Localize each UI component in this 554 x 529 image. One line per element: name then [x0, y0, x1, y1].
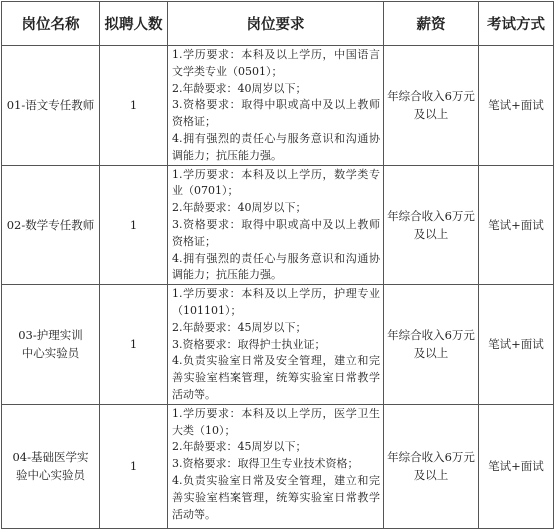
requirement-line: 3.资格要求：取得中职或高中及以上教师资格证； — [172, 98, 380, 129]
position-name: 02-数学专任教师 — [2, 165, 100, 285]
requirement-line: 4.拥有强烈的责任心与服务意识和沟通协调能力；抗压能力强。 — [172, 251, 380, 282]
header-requirements: 岗位要求 — [168, 2, 384, 46]
position-name: 04-基础医学实验中心实验员 — [2, 404, 100, 528]
requirement-line: 1.学历要求：本科及以上学历，中国语言文学类专业（0501）； — [172, 48, 380, 78]
headcount: 1 — [100, 285, 168, 405]
requirements-cell — [168, 285, 384, 405]
requirement-line: 2.年龄要求：40周岁以下； — [172, 81, 307, 95]
header-position-name: 岗位名称 — [2, 2, 100, 46]
recruitment-table — [1, 1, 554, 529]
table-row — [2, 165, 554, 285]
headcount: 1 — [100, 404, 168, 528]
requirements-cell — [168, 404, 384, 528]
salary: 年综合收入6万元及以上 — [384, 46, 479, 166]
requirement-line: 2.年龄要求：40周岁以下； — [172, 201, 307, 215]
requirement-line: 4.负责实验室日常及安全管理，建立和完善实验室档案管理，统筹实验室日常教学活动等。 — [172, 354, 380, 401]
requirement-line: 1.学历要求：本科及以上学历，数学类专业（0701）； — [172, 167, 380, 198]
requirement-line: 3.资格要求：取得中职或高中及以上教师资格证； — [172, 217, 380, 248]
salary: 年综合收入6万元及以上 — [384, 404, 479, 528]
table-row — [2, 404, 554, 528]
requirement-line: 4.负责实验室日常及安全管理，建立和完善实验室档案管理，统筹实验室日常教学活动等。 — [172, 473, 380, 521]
position-name: 01-语文专任教师 — [2, 46, 100, 166]
requirement-line: 1.学历要求：本科及以上学历，护理专业（101101）； — [172, 287, 380, 317]
requirements-cell — [168, 46, 384, 166]
salary: 年综合收入6万元及以上 — [384, 285, 479, 405]
exam-method: 笔试+面试 — [479, 404, 554, 528]
header-salary: 薪资 — [384, 2, 479, 46]
header-row — [2, 2, 554, 46]
requirements-cell — [168, 165, 384, 285]
header-headcount: 拟聘人数 — [100, 2, 168, 46]
exam-method: 笔试+面试 — [479, 46, 554, 166]
exam-method: 笔试+面试 — [479, 285, 554, 405]
requirement-line: 2.年龄要求：45周岁以下； — [172, 320, 307, 334]
requirement-line: 4.拥有强烈的责任心与服务意识和沟通协调能力；抗压能力强。 — [172, 131, 380, 162]
salary: 年综合收入6万元及以上 — [384, 165, 479, 285]
requirement-line: 2.年龄要求：45周岁以下； — [172, 440, 307, 454]
table-row — [2, 285, 554, 405]
position-name: 03-护理实训中心实验员 — [2, 285, 100, 405]
headcount: 1 — [100, 46, 168, 166]
requirement-line: 1.学历要求：本科及以上学历，医学卫生大类（10）； — [172, 406, 380, 437]
requirement-line: 3.资格要求：取得卫生专业技术资格； — [172, 457, 359, 471]
table-row — [2, 46, 554, 166]
requirement-line: 3.资格要求：取得护士执业证； — [172, 337, 326, 351]
exam-method: 笔试+面试 — [479, 165, 554, 285]
header-exam-method: 考试方式 — [479, 2, 554, 46]
headcount: 1 — [100, 165, 168, 285]
